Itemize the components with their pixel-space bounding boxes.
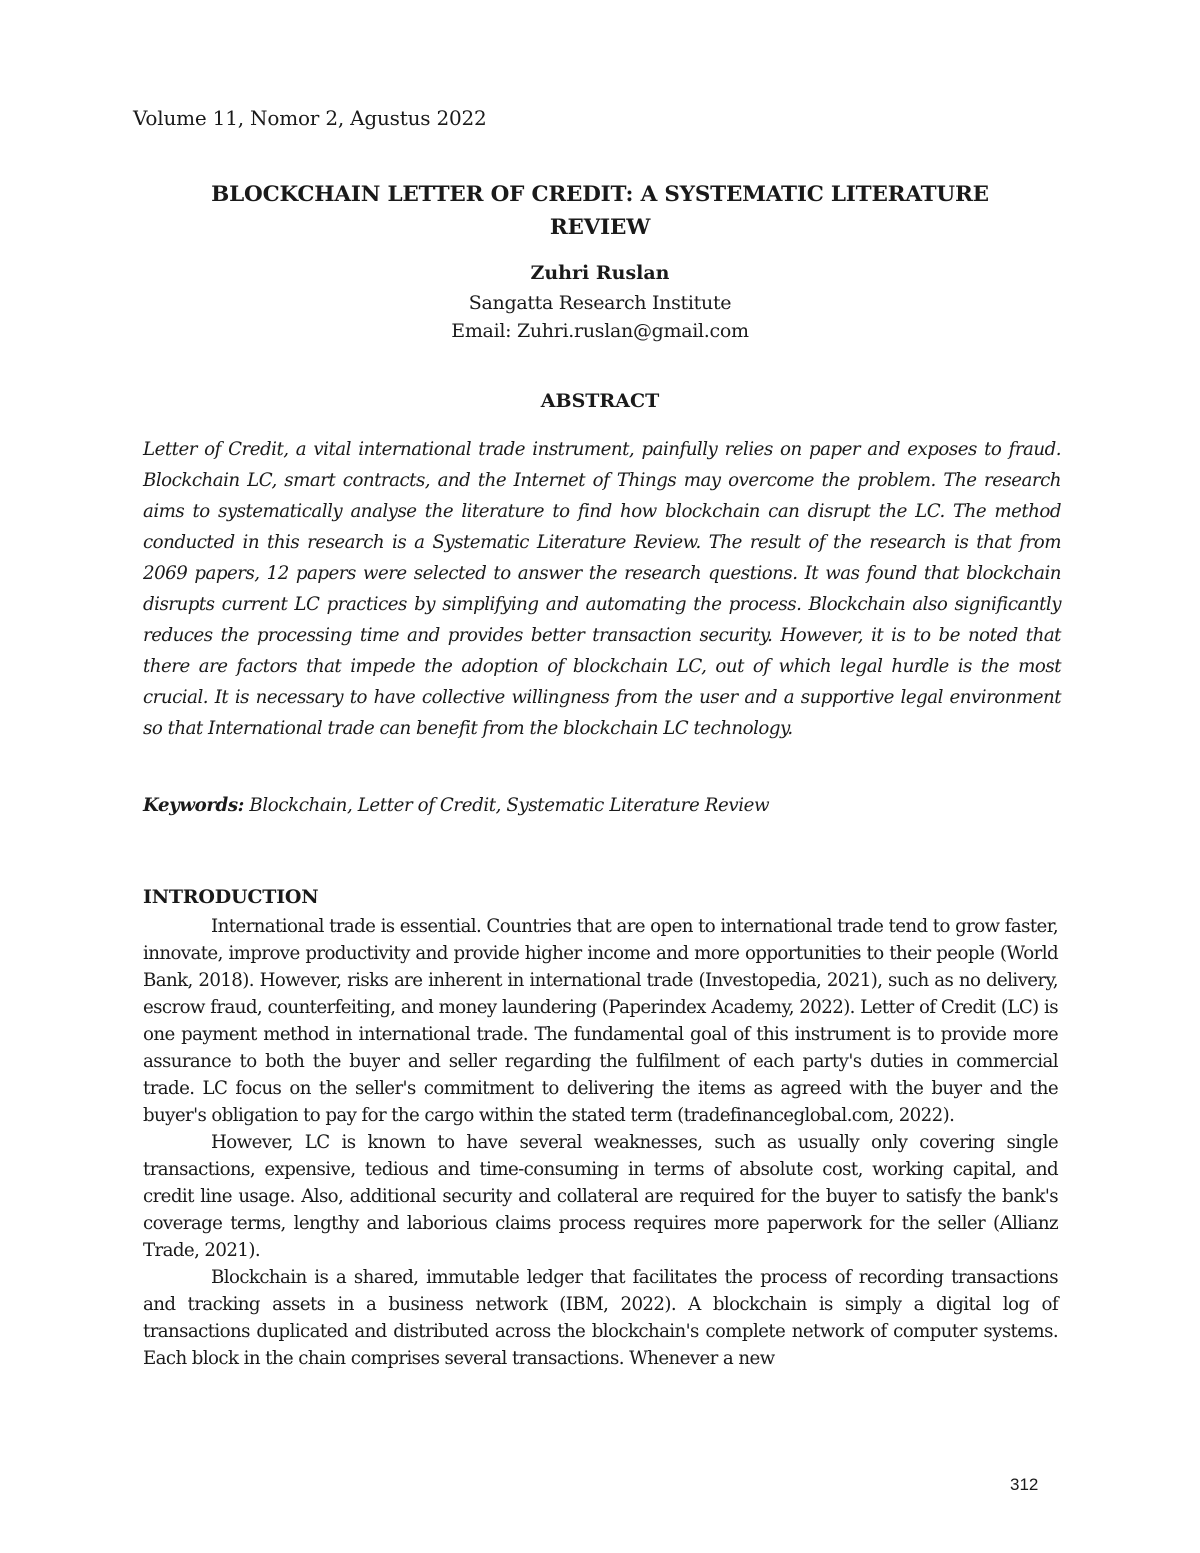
keywords-line: [143, 795, 1061, 816]
author-affiliation: Sangatta Research Institute: [468, 292, 732, 314]
paper-title-line-2: REVIEW: [549, 215, 651, 240]
introduction-paragraph: Blockchain is a shared, immutable ledger that facilitates the process of recording transactions and tracking assets in a business network (IBM, 2022). A blockchain is simply a digital log of transactions duplicated and distributed across the blockchain's complete network of computer systems. Each block in the chain comprises several transactions. Whenever a new: [143, 1267, 1058, 1369]
abstract-text: Letter of Credit, a vital international trade instrument, painfully relies on paper and exposes to fraud. Blockchain LC, smart contracts, and the Internet of Things may overcome the problem. The research aims to systematically analyse the literature to find how blockchain can disrupt the LC. The method conducted in this research is a Systematic Literature Review. The result of the research is that from 2069 papers, 12 papers were selected to answer the research questions. It was found that blockchain disrupts current LC practices by simplifying and automating the process. Blockchain also significantly reduces the processing time and provides better transaction security. However, it is to be noted that there are factors that impede the adoption of blockchain LC, out of which legal hurdle is the most crucial. It is necessary to have collective willingness from the user and a supportive legal environment so that International trade can benefit from the blockchain LC technology.: [143, 439, 1061, 739]
author-email: Email: Zuhri.ruslan@gmail.com: [451, 320, 749, 342]
abstract-heading: ABSTRACT: [540, 390, 660, 412]
introduction-heading: INTRODUCTION: [143, 886, 319, 908]
page-number: 312: [1010, 1475, 1039, 1494]
keywords-list: Blockchain, Letter of Credit, Systematic Literature Review: [244, 795, 770, 816]
introduction-body: [143, 913, 1058, 1372]
keywords-label: Keywords:: [143, 795, 244, 816]
journal-volume-line: Volume 11, Nomor 2, Agustus 2022: [133, 106, 487, 130]
introduction-paragraph: International trade is essential. Countries that are open to international trade tend to grow faster, innovate, improve productivity and provide higher income and more opportunities to their people (World Bank, 2018). However, risks are inherent in international trade (Investopedia, 2021), such as no delivery, escrow fraud, counterfeiting, and money laundering (Paperindex Academy, 2022). Letter of Credit (LC) is one payment method in international trade. The fundamental goal of this instrument is to provide more assurance to both the buyer and seller regarding the fulfilment of each party's duties in commercial trade. LC focus on the seller's commitment to delivering the items as agreed with the buyer and the buyer's obligation to pay for the cargo within the stated term (tradefinanceglobal.com, 2022).: [143, 916, 1058, 1126]
introduction-paragraph: However, LC is known to have several weaknesses, such as usually only covering single transactions, expensive, tedious and time-consuming in terms of absolute cost, working capital, and credit line usage. Also, additional security and collateral are required for the buyer to satisfy the bank's coverage terms, lengthy and laborious claims process requires more paperwork for the seller (Allianz Trade, 2021).: [143, 1132, 1058, 1261]
paper-title-line-1: BLOCKCHAIN LETTER OF CREDIT: A SYSTEMATIC LITERATURE: [211, 182, 989, 207]
author-name: Zuhri Ruslan: [530, 262, 670, 284]
paper-title: [130, 178, 1070, 244]
